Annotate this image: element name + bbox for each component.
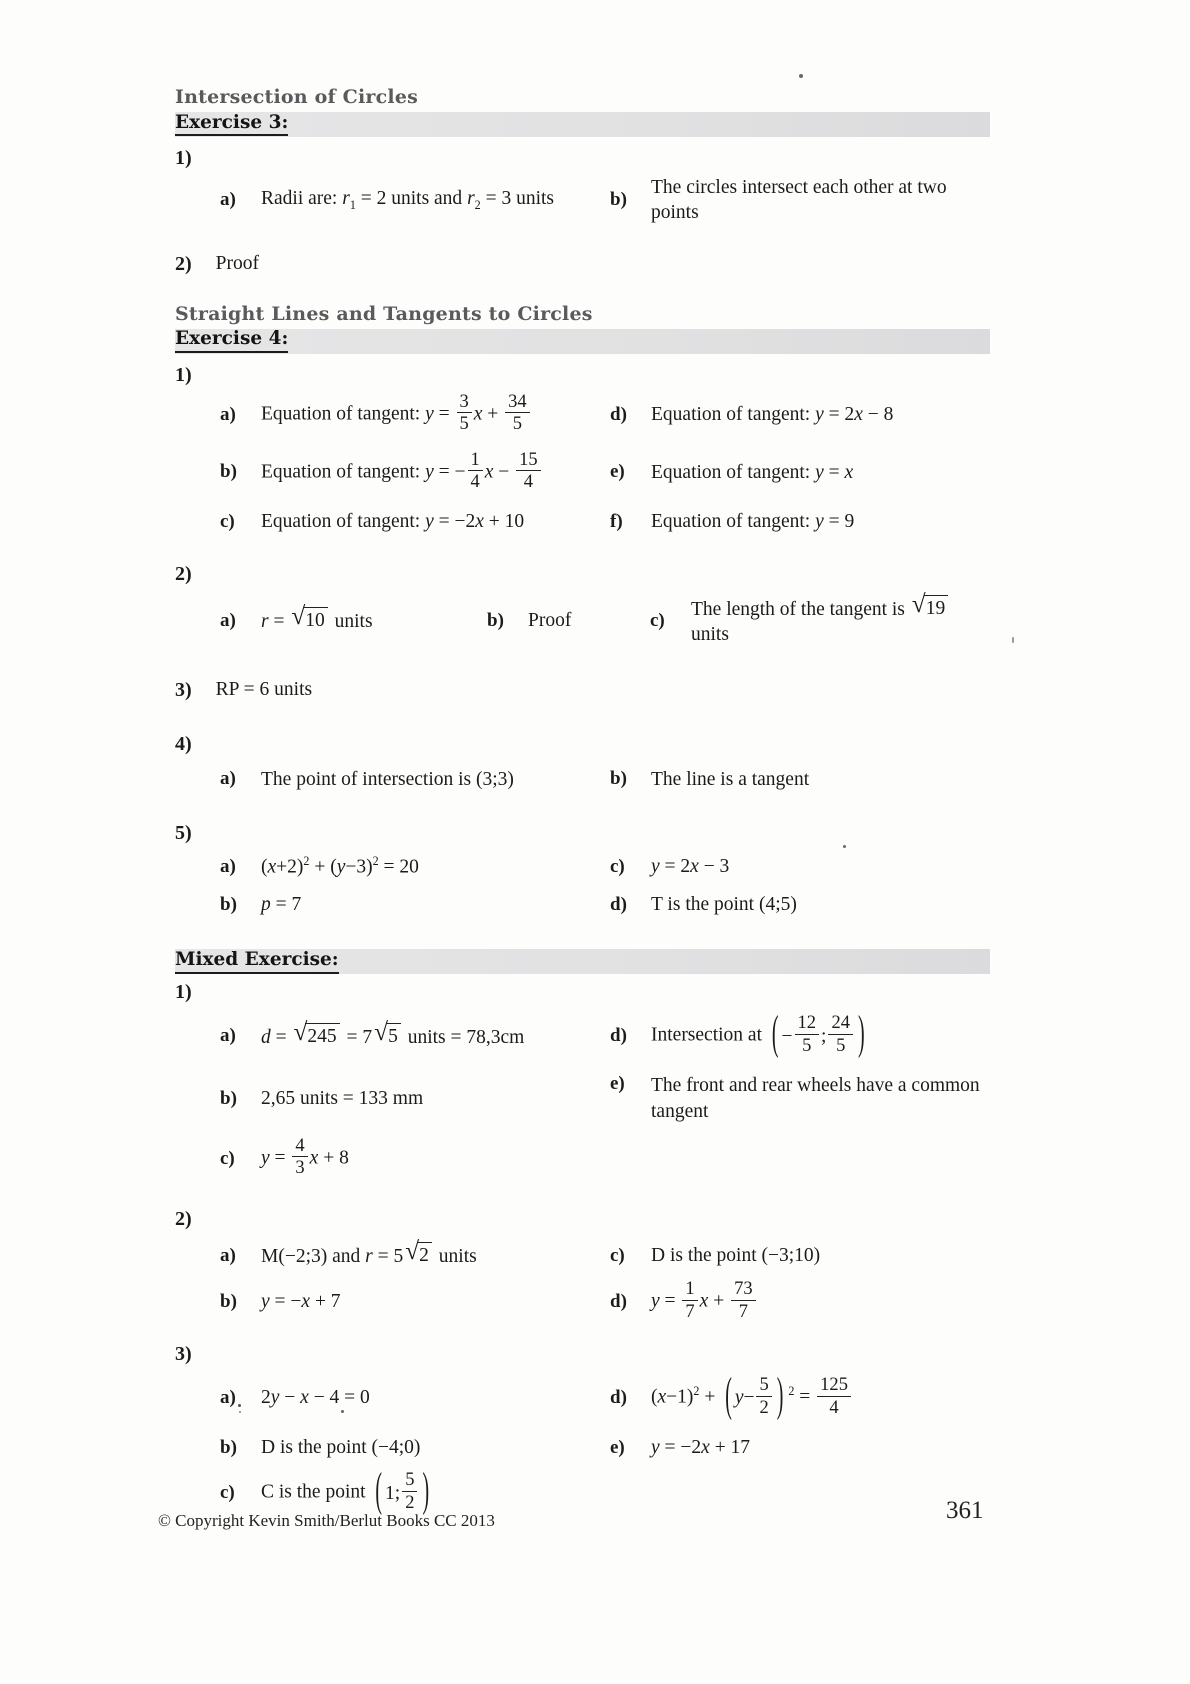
answer-item bbox=[175, 1134, 610, 1180]
answer-item bbox=[175, 854, 610, 880]
answer-row bbox=[175, 1134, 990, 1180]
scan-speck bbox=[238, 1404, 241, 1407]
answer-item bbox=[175, 1289, 610, 1314]
item-label: a) bbox=[220, 1025, 236, 1047]
answer-row bbox=[175, 448, 990, 494]
item-label: b) bbox=[220, 1436, 237, 1458]
item-label: c) bbox=[650, 610, 665, 632]
math-expression: y = −x + 7 bbox=[261, 1291, 341, 1313]
math-expression: M(−2;3) and r = 5 √ 2 units bbox=[261, 1236, 477, 1267]
item-label: c) bbox=[610, 856, 625, 878]
math-expression: T is the point (4;5) bbox=[651, 894, 797, 915]
mixed-exercise-highlight-bar bbox=[175, 949, 990, 974]
math-expression: C is the point ( 1; 5 2 ) bbox=[261, 1464, 430, 1518]
math-expression: y = 2x − 3 bbox=[651, 856, 730, 878]
math-expression: Equation of tangent: y = −2x + 10 bbox=[261, 511, 525, 533]
math-expression: y = $\frac{4}{3}$ x + 8 bbox=[261, 1134, 349, 1179]
exercise-4-label: Exercise 4: bbox=[175, 329, 288, 352]
answer-item bbox=[175, 1464, 610, 1518]
answer-row bbox=[175, 589, 990, 648]
answer-item bbox=[610, 1369, 990, 1423]
answer-item bbox=[610, 892, 990, 917]
math-expression: Equation of tangent: y = x bbox=[651, 461, 854, 483]
math-expression: Equation of tangent: y = − $\frac{1}{4}$ x − $\frac{15}{4}$ bbox=[261, 452, 543, 494]
item-text: The circles intersect each other at two points bbox=[651, 176, 947, 224]
item-label: b) bbox=[610, 768, 627, 790]
math-expression: The point of intersection is (3;3) bbox=[261, 768, 514, 790]
item-label: b) bbox=[610, 189, 627, 211]
item-label: a) bbox=[220, 1387, 236, 1409]
item-label: e) bbox=[610, 1436, 625, 1458]
answer-row bbox=[175, 1007, 990, 1061]
math-expression: p = 7 bbox=[261, 894, 302, 915]
scan-speck bbox=[341, 1410, 344, 1413]
question-number: 1) bbox=[175, 363, 192, 386]
item-label: c) bbox=[610, 1244, 625, 1266]
math-expression: Radii are: $r_1 = 2$ units and $r_2 = 3$ units bbox=[261, 188, 554, 213]
question-number: 2) bbox=[175, 562, 192, 585]
item-label: c) bbox=[220, 1147, 235, 1169]
item-label: f) bbox=[610, 511, 623, 533]
answer-row bbox=[175, 1464, 990, 1518]
math-expression: y = −2x + 17 bbox=[651, 1437, 751, 1458]
answer-row bbox=[175, 854, 990, 880]
answer-row bbox=[175, 1073, 990, 1124]
item-label: e) bbox=[610, 461, 625, 483]
answer-item bbox=[610, 402, 990, 427]
answer-item bbox=[610, 175, 990, 226]
item-label: a) bbox=[220, 856, 236, 878]
answer-item bbox=[610, 1243, 990, 1268]
answer-item bbox=[175, 390, 610, 436]
answer-item bbox=[175, 602, 487, 634]
math-expression: D is the point (−4;0) bbox=[261, 1437, 421, 1458]
answer-item bbox=[175, 767, 610, 792]
answer-item bbox=[175, 448, 610, 494]
mixed-exercise-label: Mixed Exercise: bbox=[175, 950, 339, 973]
page-content bbox=[175, 86, 990, 1518]
answer-row bbox=[175, 509, 990, 534]
item-label: b) bbox=[220, 1291, 237, 1313]
answer-row bbox=[175, 1236, 990, 1269]
answer-item bbox=[175, 1385, 610, 1410]
item-label: b) bbox=[220, 893, 237, 915]
math-expression: y = $\frac{1}{7}$ x + $\frac{73}{7}$ bbox=[651, 1281, 758, 1323]
item-text: The front and rear wheels have a common tangent bbox=[651, 1075, 980, 1122]
item-label: a) bbox=[220, 403, 236, 425]
item-label: d) bbox=[610, 1291, 627, 1313]
exercise-4-highlight-bar bbox=[175, 329, 990, 354]
item-label: a) bbox=[220, 189, 236, 211]
question-number: 2) bbox=[175, 252, 192, 275]
item-label: b) bbox=[220, 461, 237, 483]
answer-item bbox=[650, 589, 990, 648]
item-label: b) bbox=[220, 1087, 237, 1109]
answer-item bbox=[610, 1435, 990, 1460]
answer-item bbox=[610, 767, 990, 792]
answer-row bbox=[175, 1435, 990, 1460]
math-expression: Equation of tangent: y = 2x − 8 bbox=[651, 403, 894, 425]
item-label: d) bbox=[610, 1025, 627, 1047]
math-expression: r = √ 10 units bbox=[261, 602, 373, 633]
question-number: 1) bbox=[175, 981, 192, 1004]
math-expression: $(x-1)^2$ + ( y − 5 2 ) $^2$ = $\frac{125}{4}$ bbox=[651, 1377, 853, 1419]
answer-item bbox=[175, 251, 990, 276]
math-expression: 2y − x − 4 = 0 bbox=[261, 1387, 370, 1409]
item-label: e) bbox=[610, 1073, 625, 1095]
answer-item bbox=[610, 1278, 990, 1323]
math-expression: Intersection at ( − 12 5 ; 24 5 ) bbox=[651, 1007, 865, 1061]
exercise-3-label: Exercise 3: bbox=[175, 113, 288, 136]
math-expression: RP = 6 units bbox=[215, 679, 313, 701]
scan-speck bbox=[239, 1411, 241, 1413]
math-expression: The length of the tangent is √ 19 units bbox=[691, 595, 990, 648]
answer-item bbox=[610, 854, 990, 879]
question-number: 1) bbox=[175, 146, 192, 169]
item-label: b) bbox=[487, 610, 504, 632]
answer-item bbox=[175, 1017, 610, 1050]
answer-item bbox=[610, 1073, 990, 1124]
math-expression: d = √ 245 = 7 √ 5 units = 78,3cm bbox=[261, 1017, 525, 1048]
question-number: 3) bbox=[175, 678, 192, 701]
math-expression: Equation of tangent: y = 9 bbox=[651, 511, 855, 533]
answer-item bbox=[610, 509, 990, 534]
answer-item bbox=[175, 1086, 610, 1111]
question-number: 4) bbox=[175, 732, 192, 755]
math-expression: D is the point (−3;10) bbox=[651, 1244, 821, 1266]
item-text: Proof bbox=[528, 610, 572, 632]
section-title-intersection-of-circles: Intersection of Circles bbox=[175, 86, 419, 108]
answer-row bbox=[175, 175, 990, 226]
item-label: a) bbox=[220, 610, 236, 632]
answer-row bbox=[175, 390, 990, 436]
item-text: The line is a tangent bbox=[651, 768, 810, 790]
answer-item bbox=[175, 892, 610, 917]
item-label: c) bbox=[220, 511, 235, 533]
page-number: 361 bbox=[946, 1497, 984, 1524]
scan-speck bbox=[799, 74, 803, 78]
answer-item bbox=[175, 509, 610, 534]
question-number: 3) bbox=[175, 1343, 192, 1366]
answer-item bbox=[175, 1236, 610, 1269]
question-number: 2) bbox=[175, 1207, 192, 1230]
answer-item bbox=[175, 186, 610, 214]
math-expression: $(x+2)^2 + (y-3)^2 = 20$ bbox=[261, 854, 419, 878]
item-label: a) bbox=[220, 1244, 236, 1266]
item-label: a) bbox=[220, 768, 236, 790]
math-expression: Equation of tangent: y = $\frac{3}{5}$ x + $\frac{34}{5}$ bbox=[261, 394, 532, 436]
answer-row bbox=[175, 1369, 990, 1423]
answer-item bbox=[610, 1007, 990, 1061]
copyright-notice: © Copyright Kevin Smith/Berlut Books CC 2013 bbox=[158, 1511, 495, 1530]
section-title-straight-lines-tangents: Straight Lines and Tangents to Circles bbox=[175, 302, 593, 325]
item-label: d) bbox=[610, 1387, 627, 1409]
answer-item bbox=[487, 608, 650, 633]
item-label: d) bbox=[610, 403, 627, 425]
answer-item bbox=[610, 460, 990, 485]
scan-speck bbox=[843, 845, 846, 848]
item-label: c) bbox=[220, 1482, 235, 1504]
item-label: d) bbox=[610, 893, 627, 915]
exercise-3-highlight-bar bbox=[175, 112, 990, 137]
answer-row bbox=[175, 892, 990, 917]
item-text: Proof bbox=[215, 253, 260, 275]
answer-item bbox=[175, 677, 990, 702]
question-number: 5) bbox=[175, 822, 192, 845]
answer-row bbox=[175, 1278, 990, 1323]
scan-speck bbox=[1012, 637, 1014, 643]
answer-row bbox=[175, 767, 990, 792]
math-expression: 2,65 units = 133 mm bbox=[261, 1087, 424, 1109]
answer-item bbox=[175, 1435, 610, 1460]
